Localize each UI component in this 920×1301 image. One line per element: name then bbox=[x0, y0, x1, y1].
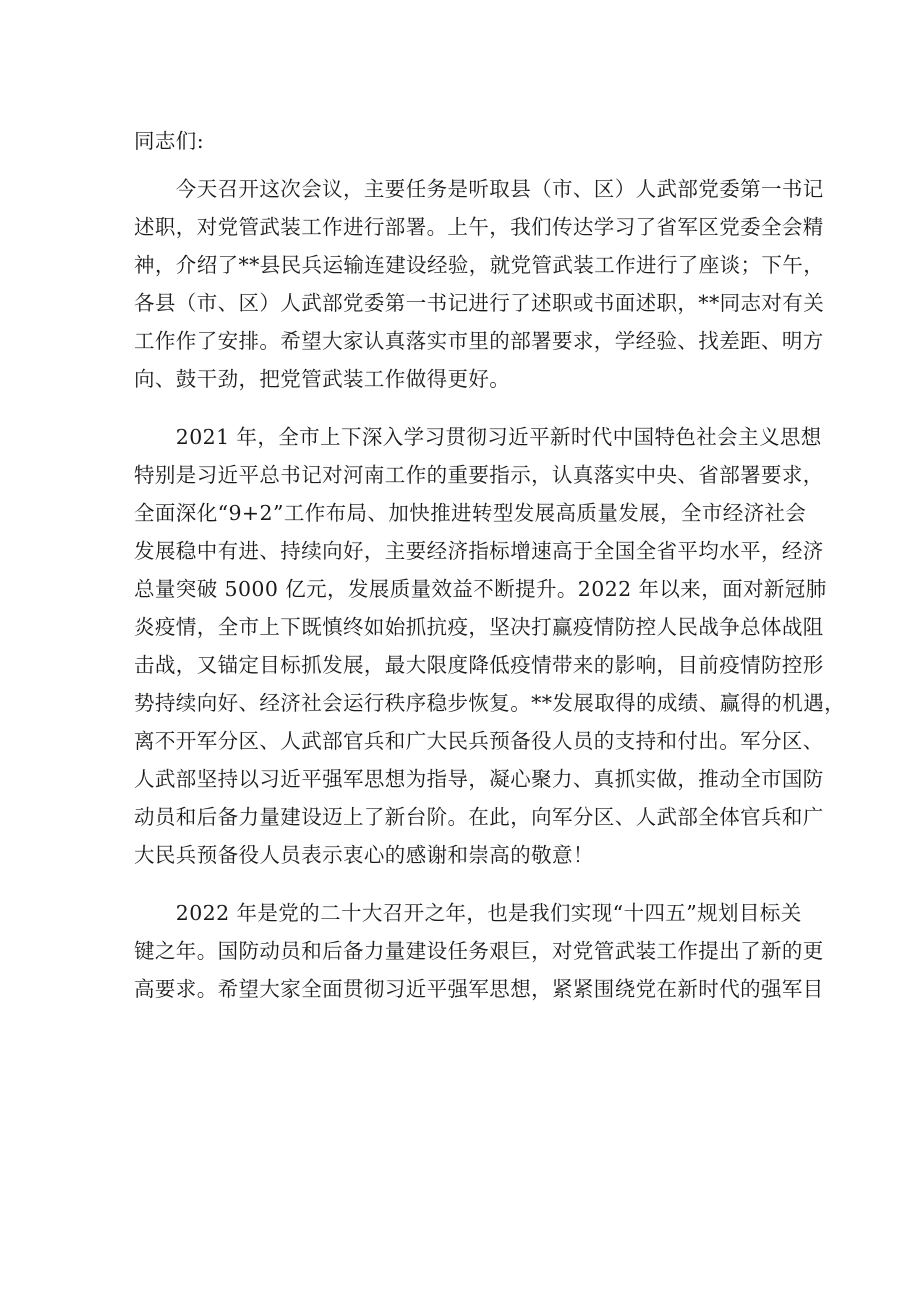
paragraph-line: 2022 年是党的二十大召开之年，也是我们实现“十四五”规划目标关 bbox=[134, 901, 802, 925]
paragraph-line: 势持续向好、经济社会运行秩序稳步恢复。**发展取得的成绩、赢得的机遇， bbox=[134, 691, 845, 715]
paragraph-line: 离不开军分区、人武部官兵和广大民兵预备役人员的支持和付出。军分区、 bbox=[134, 729, 824, 753]
paragraph-line: 高要求。希望大家全面贯彻习近平强军思想，紧紧围绕党在新时代的强军目 bbox=[134, 977, 824, 1001]
paragraph-line: 各县（市、区）人武部党委第一书记进行了述职或书面述职，**同志对有关 bbox=[134, 291, 825, 315]
paragraph-2 bbox=[134, 418, 845, 874]
paragraph-line: 人武部坚持以习近平强军思想为指导，凝心聚力、真抓实做，推动全市国防 bbox=[134, 767, 824, 791]
paragraph-line: 述职，对党管武装工作进行部署。上午，我们传达学习了省军区党委全会精 bbox=[134, 215, 824, 239]
paragraph-line: 击战，又锚定目标抓发展，最大限度降低疫情带来的影响，目前疫情防控形 bbox=[134, 653, 824, 677]
paragraph-line: 动员和后备力量建设迈上了新台阶。在此，向军分区、人武部全体官兵和广 bbox=[134, 805, 824, 829]
paragraph-line: 今天召开这次会议，主要任务是听取县（市、区）人武部党委第一书记 bbox=[134, 177, 824, 201]
paragraph-3 bbox=[134, 894, 824, 1008]
paragraph-line: 特别是习近平总书记对河南工作的重要指示，认真落实中央、省部署要求， bbox=[134, 463, 824, 487]
paragraph-line: 工作作了安排。希望大家认真落实市里的部署要求，学经验、找差距、明方 bbox=[134, 329, 824, 353]
paragraph-spacer bbox=[134, 874, 802, 894]
paragraph-spacer bbox=[134, 398, 802, 418]
paragraph-line: 发展稳中有进、持续向好，主要经济指标增速高于全国全省平均水平，经济 bbox=[134, 539, 824, 563]
document-body bbox=[134, 122, 845, 1008]
paragraph-line: 神，介绍了**县民兵运输连建设经验，就党管武装工作进行了座谈；下午， bbox=[134, 253, 825, 277]
paragraph-line: 大民兵预备役人员表示衷心的感谢和崇高的敬意！ bbox=[134, 843, 594, 867]
salutation: 同志们: bbox=[134, 129, 205, 153]
paragraph-line: 向、鼓干劲，把党管武装工作做得更好。 bbox=[134, 367, 511, 391]
paragraph-line: 总量突破 5000 亿元，发展质量效益不断提升。2022 年以来，面对新冠肺 bbox=[134, 577, 827, 601]
paragraph-line: 2021 年，全市上下深入学习贯彻习近平新时代中国特色社会主义思想 bbox=[134, 425, 822, 449]
paragraph-line: 炎疫情，全市上下既慎终如始抓抗疫，坚决打赢疫情防控人民战争总体战阻 bbox=[134, 615, 824, 639]
paragraph-1 bbox=[134, 170, 825, 398]
paragraph-line: 键之年。国防动员和后备力量建设任务艰巨，对党管武装工作提出了新的更 bbox=[134, 939, 824, 963]
paragraph-line: 全面深化“9+2”工作布局、加快推进转型发展高质量发展，全市经济社会 bbox=[134, 501, 807, 525]
